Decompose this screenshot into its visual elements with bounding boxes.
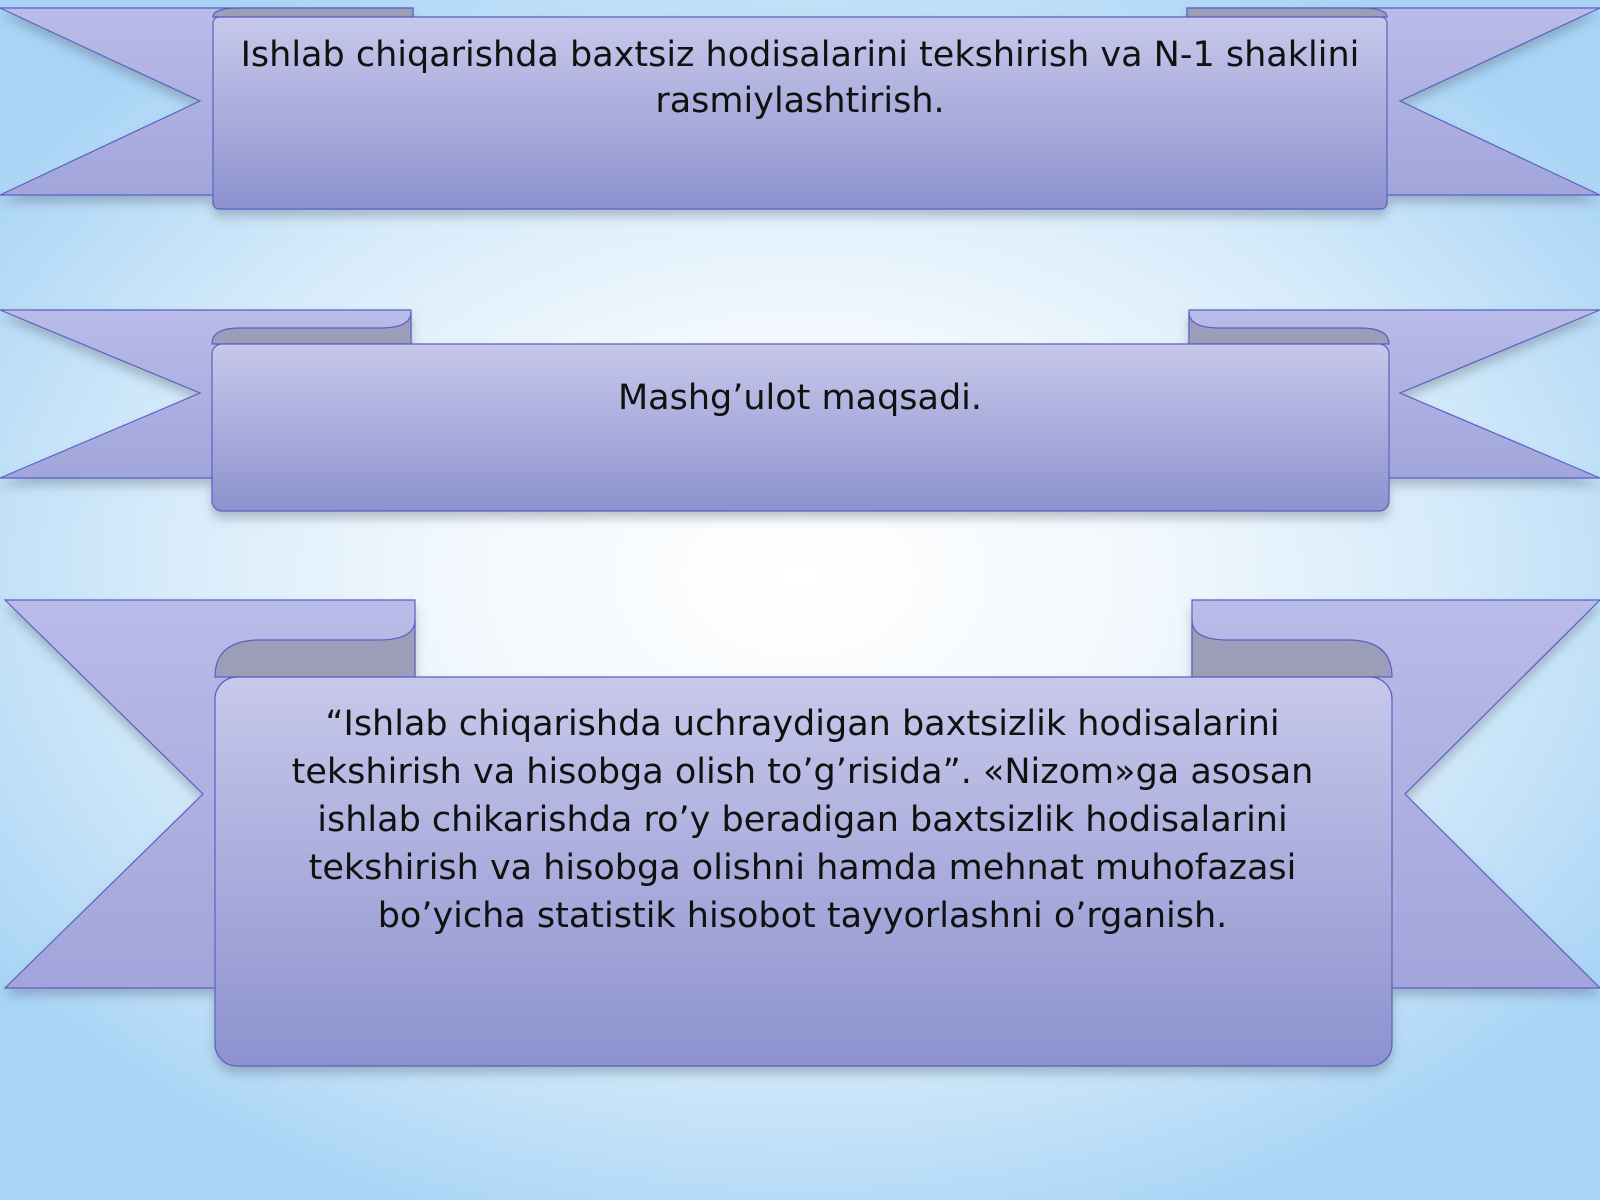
slide-title: Ishlab chiqarishda baxtsiz hodisalarini tekshirish va N-1 shaklini rasmiylashtirish. — [240, 35, 1360, 121]
slide-subtitle: Mashg’ulot maqsadi. — [617, 378, 983, 418]
subtitle-ribbon-body — [212, 344, 1389, 511]
title-ribbon-right-fold — [1187, 8, 1387, 17]
title-ribbon-left-fold — [213, 8, 413, 17]
slide-body-text: “Ishlab chiqarishda uchraydigan baxtsizlik hodisalarini tekshirish va hisobga olish to’g’risida”. «Nizom»ga asosan ishlab chikarishda ro’y beradigan baxtsizlik hodisalarini tekshirish va hisobga olishni hamda mehnat muhofazasi bo’yicha statistik hisobot tayyorlashni o’rganish. — [291, 704, 1314, 936]
